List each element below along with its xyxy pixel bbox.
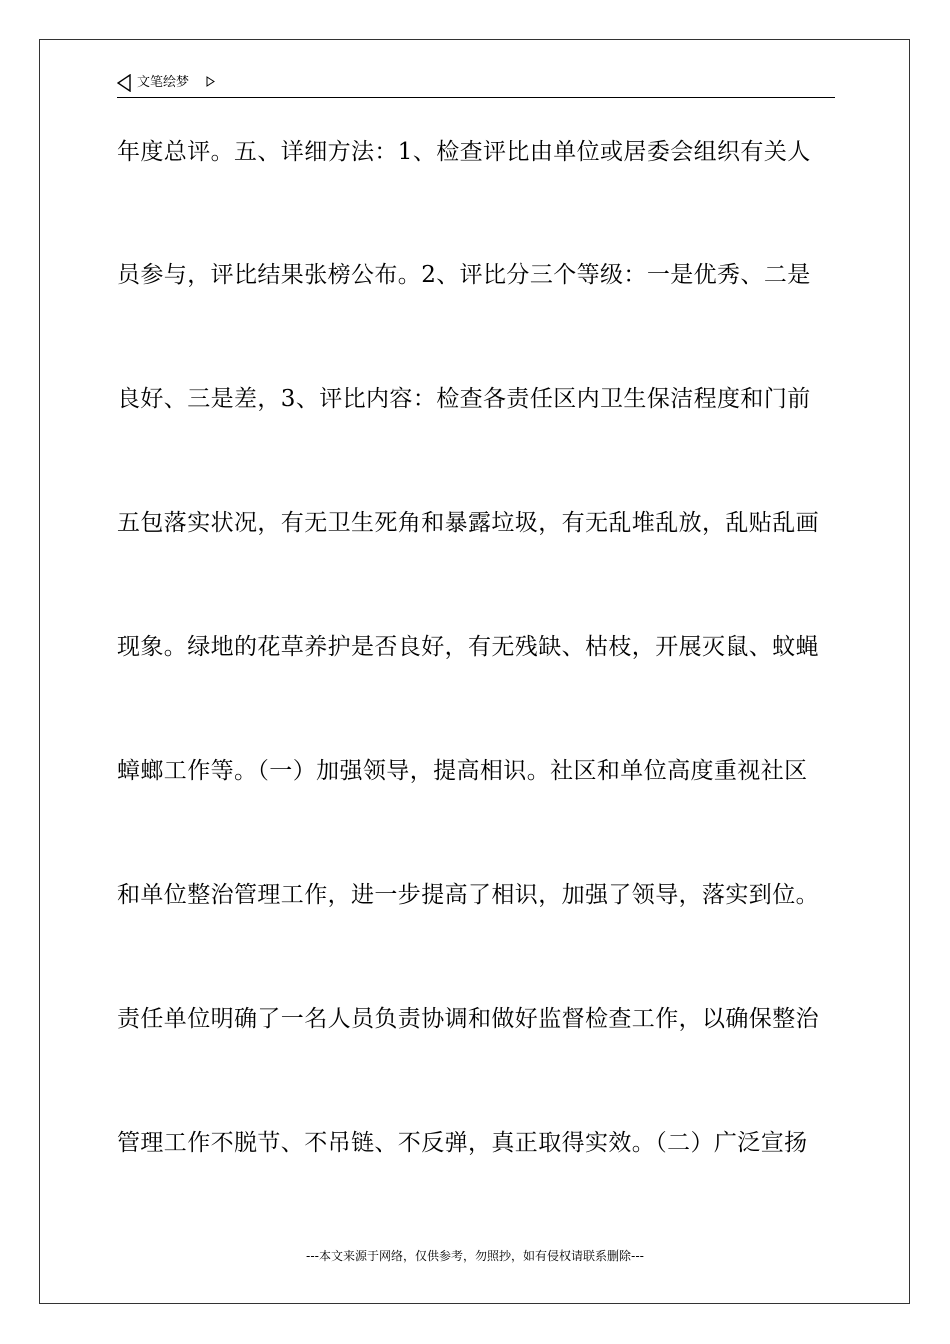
triangle-left-outline-icon <box>117 74 131 92</box>
text-line: 现象。绿地的花草养护是否良好，有无残缺、枯枝，开展灭鼠、蚊蝇 <box>117 634 819 660</box>
text-line: 年度总评。五、详细方法：1、检查评比由单位或居委会组织有关人 <box>117 139 811 165</box>
header-title: 文笔绘梦 <box>137 75 190 90</box>
page-frame <box>39 39 910 1304</box>
text-line: 五包落实状况，有无卫生死角和暴露垃圾，有无乱堆乱放，乱贴乱画 <box>117 510 819 536</box>
triangle-right-outline-icon <box>206 76 215 87</box>
footer-disclaimer: ---本文来源于网络，仅供参考，勿照抄，如有侵权请联系删除--- <box>306 1249 644 1263</box>
text-line: 员参与，评比结果张榜公布。2、评比分三个等级：一是优秀、二是 <box>117 262 811 288</box>
text-line: 和单位整治管理工作，进一步提高了相识，加强了领导，落实到位。 <box>117 882 819 908</box>
text-line: 良好、三是差，3、评比内容：检查各责任区内卫生保洁程度和门前 <box>117 386 811 412</box>
page-header <box>117 72 835 98</box>
text-line: 管理工作不脱节、不吊链、不反弹，真正取得实效。（二）广泛宣扬 <box>117 1130 808 1156</box>
text-line: 责任单位明确了一名人员负责协调和做好监督检查工作，以确保整治 <box>117 1006 819 1032</box>
text-line: 蟑螂工作等。（一）加强领导，提高相识。社区和单位高度重视社区 <box>117 758 808 784</box>
